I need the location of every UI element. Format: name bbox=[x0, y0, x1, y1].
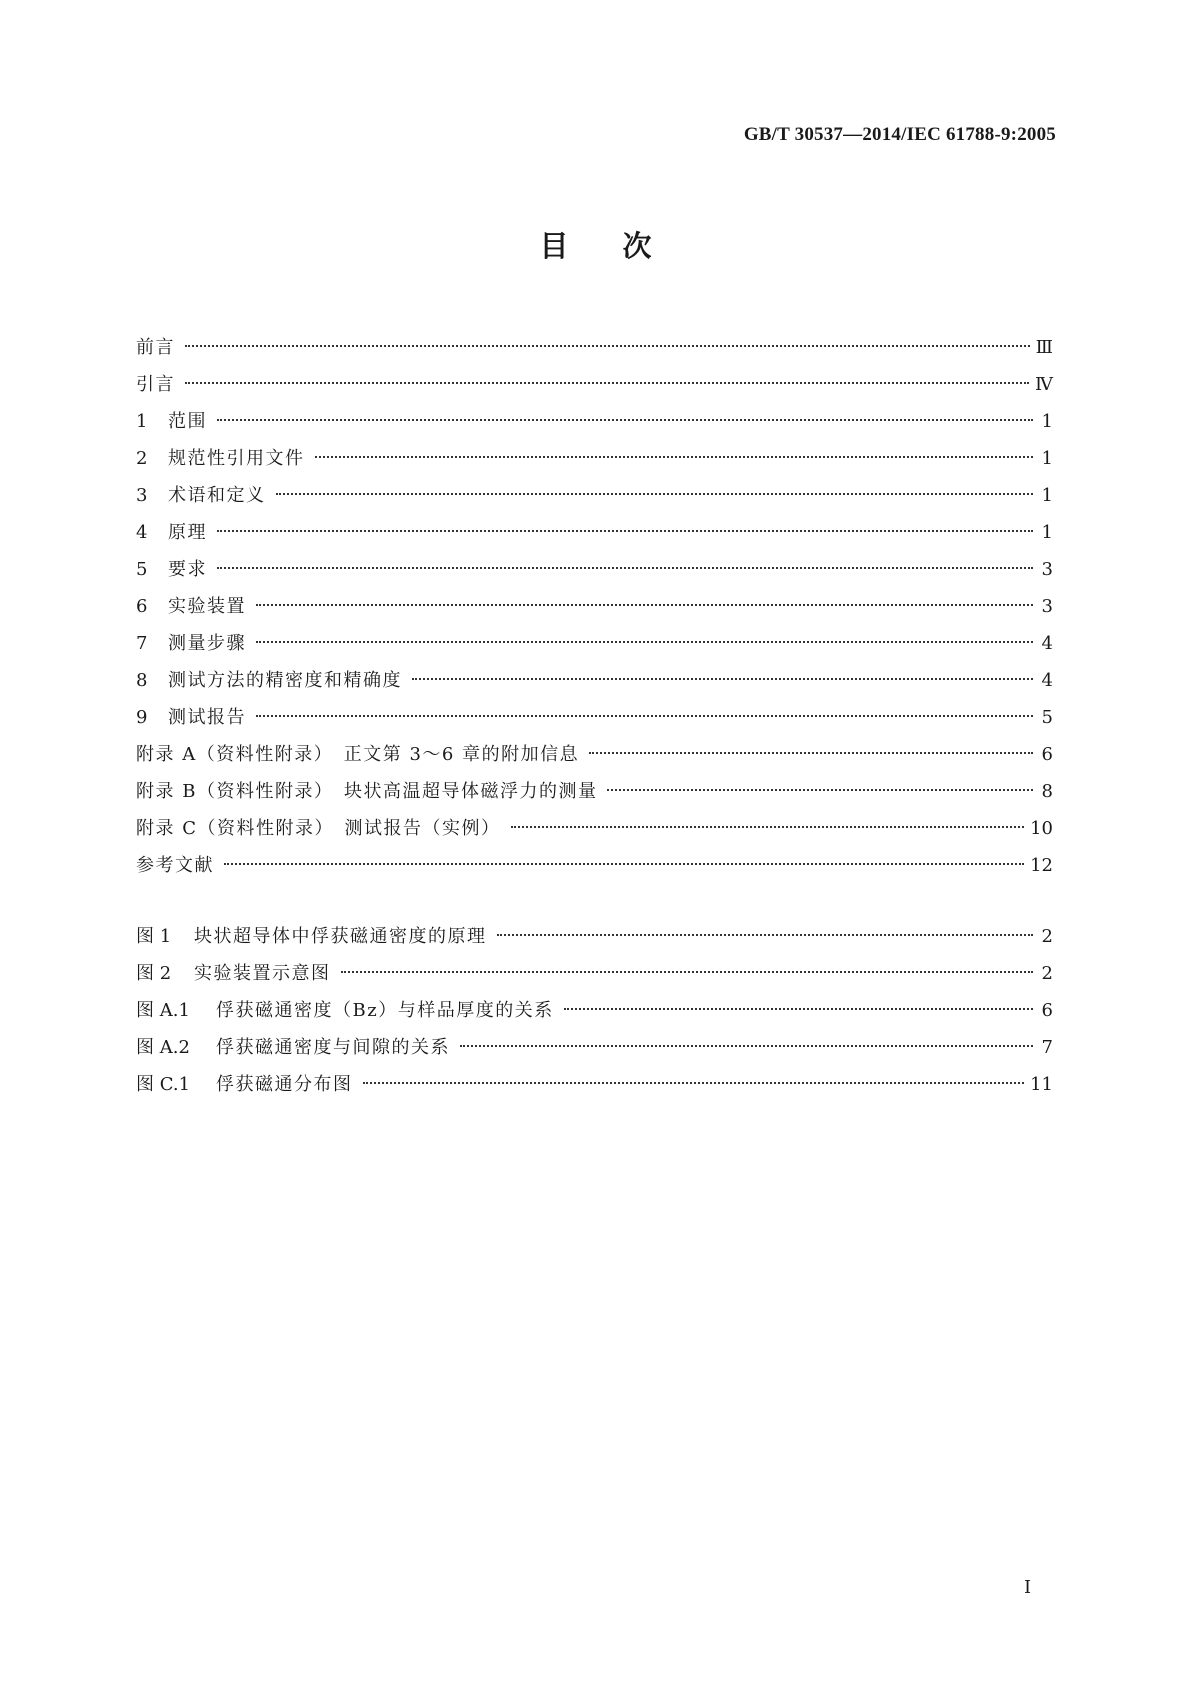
toc-entry-label: 实验装置 bbox=[168, 596, 246, 617]
toc-entry[interactable] bbox=[136, 329, 1053, 366]
toc-figure-entry[interactable] bbox=[136, 992, 1053, 1029]
toc-entry-label: 参考文献 bbox=[136, 855, 214, 876]
toc-entry-number: 图 C.1 bbox=[136, 1074, 191, 1095]
toc-entry-number: 图 1 bbox=[136, 926, 172, 947]
toc-leader-dots bbox=[564, 1008, 1033, 1010]
toc-entry[interactable] bbox=[136, 736, 1053, 773]
toc-entry-page: 10 bbox=[1030, 818, 1053, 839]
toc-leader-dots bbox=[412, 678, 1033, 680]
toc-entry[interactable] bbox=[136, 551, 1053, 588]
toc-leader-dots bbox=[589, 752, 1033, 754]
toc-entry-label: 测量步骤 bbox=[168, 633, 246, 654]
toc-entry-label: 实验装置示意图 bbox=[194, 963, 331, 984]
toc-entry-label: 术语和定义 bbox=[168, 485, 266, 506]
toc-entry-page: Ⅳ bbox=[1035, 374, 1053, 395]
toc-entry-label: 俘获磁通密度（Bz）与样品厚度的关系 bbox=[216, 1000, 554, 1021]
toc-entry[interactable] bbox=[136, 699, 1053, 736]
toc-leader-dots bbox=[217, 419, 1033, 421]
toc-entry-page: 5 bbox=[1041, 707, 1053, 728]
toc-figure-entry[interactable] bbox=[136, 1029, 1053, 1066]
toc-entry[interactable] bbox=[136, 477, 1053, 514]
toc-leader-dots bbox=[224, 863, 1024, 865]
toc-entry-page: 1 bbox=[1041, 522, 1053, 543]
toc-entry-label: 范围 bbox=[168, 411, 207, 432]
toc-entry-number: 9 bbox=[136, 707, 148, 728]
toc-leader-dots bbox=[341, 971, 1034, 973]
toc-entry-page: Ⅲ bbox=[1035, 337, 1053, 358]
toc-entry-number: 7 bbox=[136, 633, 148, 654]
toc-sections bbox=[136, 329, 1053, 884]
toc-entry-page: 12 bbox=[1030, 855, 1053, 876]
toc-entry-label: 俘获磁通分布图 bbox=[216, 1074, 353, 1095]
toc-entry-page: 6 bbox=[1041, 744, 1053, 765]
toc-entry[interactable] bbox=[136, 810, 1053, 847]
toc-entry-number: 5 bbox=[136, 559, 148, 580]
toc-entry-label: 原理 bbox=[168, 522, 207, 543]
toc-leader-dots bbox=[511, 826, 1025, 828]
toc-entry[interactable] bbox=[136, 847, 1053, 884]
toc-entry-label: 引言 bbox=[136, 374, 175, 395]
toc-entry[interactable] bbox=[136, 440, 1053, 477]
toc-leader-dots bbox=[217, 530, 1033, 532]
toc-entry-page: 2 bbox=[1041, 926, 1053, 947]
page-title: 目次 bbox=[539, 229, 706, 263]
toc-leader-dots bbox=[315, 456, 1034, 458]
toc-leader-dots bbox=[256, 604, 1033, 606]
toc-entry-page: 1 bbox=[1041, 448, 1053, 469]
toc-leader-dots bbox=[256, 641, 1033, 643]
toc-figure-entry[interactable] bbox=[136, 918, 1053, 955]
toc-entry-label: 测试报告 bbox=[168, 707, 246, 728]
toc-entry-page: 4 bbox=[1041, 633, 1053, 654]
toc-entry-number: 4 bbox=[136, 522, 148, 543]
toc-entry[interactable] bbox=[136, 588, 1053, 625]
toc-entry-label: 前言 bbox=[136, 337, 175, 358]
toc-entry-page: 3 bbox=[1041, 596, 1053, 617]
toc-leader-dots bbox=[217, 567, 1033, 569]
toc-entry-number: 图 2 bbox=[136, 963, 172, 984]
toc-figures bbox=[136, 918, 1053, 1103]
toc-entry[interactable] bbox=[136, 625, 1053, 662]
toc-leader-dots bbox=[460, 1045, 1033, 1047]
toc-entry-label: 俘获磁通密度与间隙的关系 bbox=[216, 1037, 450, 1058]
toc-entry-page: 11 bbox=[1030, 1074, 1053, 1095]
toc-leader-dots bbox=[185, 345, 1030, 347]
toc-leader-dots bbox=[185, 382, 1029, 384]
toc-figure-entry[interactable] bbox=[136, 1066, 1053, 1103]
toc-entry[interactable] bbox=[136, 662, 1053, 699]
toc-entry-label: 规范性引用文件 bbox=[168, 448, 305, 469]
toc-leader-dots bbox=[256, 715, 1033, 717]
toc-entry[interactable] bbox=[136, 403, 1053, 440]
standard-code: GB/T 30537—2014/IEC 61788-9:2005 bbox=[743, 124, 1056, 145]
page-number: I bbox=[1024, 1577, 1032, 1598]
toc-entry-number: 2 bbox=[136, 448, 148, 469]
toc-entry-number: 3 bbox=[136, 485, 148, 506]
toc-entry[interactable] bbox=[136, 773, 1053, 810]
toc-entry-page: 6 bbox=[1041, 1000, 1053, 1021]
toc-entry-label: 要求 bbox=[168, 559, 207, 580]
toc-entry-page: 7 bbox=[1041, 1037, 1053, 1058]
toc-figure-entry[interactable] bbox=[136, 955, 1053, 992]
toc-entry-number: 图 A.2 bbox=[136, 1037, 190, 1058]
toc-entry-page: 3 bbox=[1041, 559, 1053, 580]
toc-entry-label: 附录 C（资料性附录） 测试报告（实例） bbox=[136, 818, 501, 839]
toc-entry-label: 测试方法的精密度和精确度 bbox=[168, 670, 402, 691]
toc-entry-page: 4 bbox=[1041, 670, 1053, 691]
toc-entry[interactable] bbox=[136, 366, 1053, 403]
toc-entry-number: 图 A.1 bbox=[136, 1000, 190, 1021]
toc-entry-number: 6 bbox=[136, 596, 148, 617]
toc-entry[interactable] bbox=[136, 514, 1053, 551]
toc-entry-label: 块状超导体中俘获磁通密度的原理 bbox=[194, 926, 487, 947]
toc-entry-label: 附录 A（资料性附录） 正文第 3～6 章的附加信息 bbox=[136, 744, 580, 765]
toc-entry-number: 8 bbox=[136, 670, 148, 691]
toc-leader-dots bbox=[607, 789, 1033, 791]
toc-entry-page: 8 bbox=[1041, 781, 1053, 802]
toc-leader-dots bbox=[363, 1082, 1025, 1084]
toc-entry-page: 1 bbox=[1041, 411, 1053, 432]
toc-entry-page: 1 bbox=[1041, 485, 1053, 506]
toc-leader-dots bbox=[276, 493, 1034, 495]
toc-entry-page: 2 bbox=[1041, 963, 1053, 984]
toc-entry-number: 1 bbox=[136, 411, 148, 432]
toc-entry-label: 附录 B（资料性附录） 块状高温超导体磁浮力的测量 bbox=[136, 781, 598, 802]
toc-leader-dots bbox=[497, 934, 1034, 936]
